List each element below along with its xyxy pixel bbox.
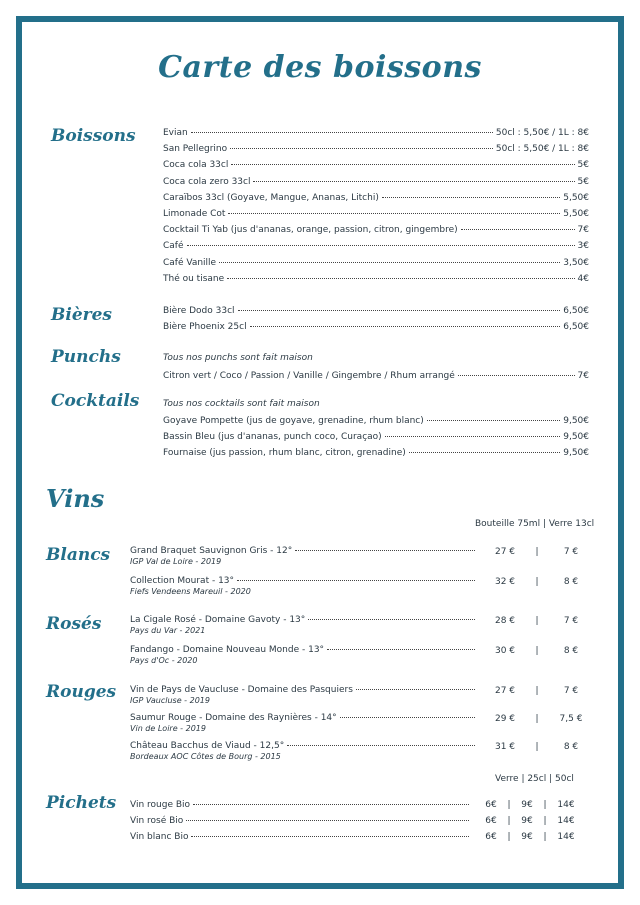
pichet-50cl: 14€ bbox=[557, 800, 575, 810]
separator: | bbox=[535, 577, 539, 587]
wine-origin: Fiefs Vendeens Mareuil - 2020 bbox=[130, 587, 251, 596]
pichet-prices bbox=[478, 816, 582, 826]
drink-price: 6,50€ bbox=[563, 306, 589, 316]
section-roses: Rosés bbox=[46, 614, 102, 634]
pichet-row bbox=[130, 832, 472, 842]
pichet-25cl: 9€ bbox=[521, 816, 533, 826]
dot-leader bbox=[427, 420, 560, 421]
section-rouges: Rouges bbox=[46, 682, 117, 702]
drink-price: 3,50€ bbox=[563, 257, 589, 268]
drink-row bbox=[163, 273, 589, 285]
dot-leader bbox=[295, 550, 475, 551]
drink-row bbox=[163, 192, 589, 204]
dot-leader bbox=[327, 649, 475, 650]
drink-row bbox=[163, 257, 589, 269]
drink-price: 5,50€ bbox=[563, 192, 589, 203]
pichet-verre: 6€ bbox=[485, 832, 497, 842]
separator: | bbox=[535, 646, 539, 656]
pichet-prices bbox=[478, 800, 582, 810]
bottle-price: 30 € bbox=[494, 646, 516, 656]
pichets-column-header: Verre | 25cl | 50cl bbox=[495, 774, 574, 784]
wine-name: Château Bacchus de Viaud - 12,5° bbox=[130, 741, 285, 751]
dot-leader bbox=[461, 229, 575, 230]
wine-origin: IGP Vaucluse - 2019 bbox=[130, 696, 210, 705]
wine-prices bbox=[485, 686, 593, 696]
drink-row bbox=[163, 240, 589, 252]
dot-leader bbox=[308, 619, 475, 620]
section-blancs: Blancs bbox=[46, 545, 111, 565]
pichet-row bbox=[130, 800, 472, 810]
drink-name: Coca cola 33cl bbox=[163, 160, 229, 171]
pichet-name: Vin rosé Bio bbox=[130, 816, 184, 826]
pichet-25cl: 9€ bbox=[521, 832, 533, 842]
wine-prices bbox=[485, 547, 593, 557]
drink-name: Bière Dodo 33cl bbox=[163, 306, 235, 316]
drink-name: San Pellegrino bbox=[163, 144, 228, 155]
dot-leader bbox=[228, 213, 560, 214]
drink-name: Café bbox=[163, 241, 184, 252]
separator: | bbox=[543, 816, 547, 826]
dot-leader bbox=[230, 148, 493, 149]
menu-title: Carte des boissons bbox=[158, 50, 482, 85]
drink-price: 5€ bbox=[577, 176, 589, 187]
drink-row bbox=[163, 370, 589, 382]
glass-price: 7 € bbox=[563, 547, 579, 557]
wine-row bbox=[130, 615, 478, 625]
drink-row bbox=[163, 159, 589, 171]
wine-name: Vin de Pays de Vaucluse - Domaine des Pasquiers bbox=[130, 685, 353, 695]
pichet-name: Vin blanc Bio bbox=[130, 832, 189, 842]
separator: | bbox=[535, 686, 539, 696]
glass-price: 8 € bbox=[563, 577, 579, 587]
section-punchs: Punchs bbox=[51, 347, 121, 367]
section-cocktails: Cocktails bbox=[51, 391, 140, 411]
drink-name: Caraïbos 33cl (Goyave, Mangue, Ananas, Litchi) bbox=[163, 192, 379, 203]
dot-leader bbox=[193, 804, 469, 805]
glass-price: 8 € bbox=[563, 742, 579, 752]
separator: | bbox=[543, 832, 547, 842]
drink-name: Fournaise (jus passion, rhum blanc, citron, grenadine) bbox=[163, 448, 406, 458]
wine-prices bbox=[485, 577, 593, 587]
wine-prices bbox=[485, 742, 593, 752]
dot-leader bbox=[191, 132, 493, 133]
bottle-price: 31 € bbox=[494, 742, 516, 752]
drink-price: 5,50€ bbox=[563, 209, 589, 219]
separator: | bbox=[535, 742, 539, 752]
drink-row bbox=[163, 224, 589, 236]
pichet-50cl: 14€ bbox=[557, 832, 575, 842]
wine-origin: IGP Val de Loire - 2019 bbox=[130, 557, 222, 566]
separator: | bbox=[507, 800, 511, 810]
wine-name: Grand Braquet Sauvignon Gris - 12° bbox=[130, 546, 293, 556]
pichet-25cl: 9€ bbox=[521, 800, 533, 810]
drink-row bbox=[163, 127, 589, 139]
separator: | bbox=[543, 800, 547, 810]
wine-origin: Vin de Loire - 2019 bbox=[130, 724, 206, 733]
drink-price: 5€ bbox=[577, 160, 589, 171]
separator: | bbox=[507, 832, 511, 842]
dot-leader bbox=[227, 278, 574, 279]
section-pichets: Pichets bbox=[46, 793, 117, 813]
wine-prices bbox=[485, 646, 593, 656]
wine-prices bbox=[485, 714, 593, 724]
pichet-verre: 6€ bbox=[485, 816, 497, 826]
dot-leader bbox=[231, 164, 574, 165]
drink-price: 3€ bbox=[577, 241, 589, 252]
drink-price: 50cl : 5,50€ / 1L : 8€ bbox=[495, 144, 589, 155]
dot-leader bbox=[191, 836, 469, 837]
bottle-price: 28 € bbox=[494, 616, 516, 626]
drink-row bbox=[163, 143, 589, 155]
section-vins: Vins bbox=[46, 484, 105, 513]
dot-leader bbox=[287, 745, 475, 746]
drink-name: Goyave Pompette (jus de goyave, grenadine, rhum blanc) bbox=[163, 416, 424, 426]
drink-name: Bière Phoenix 25cl bbox=[163, 322, 247, 332]
bottle-price: 32 € bbox=[494, 577, 516, 587]
glass-price: 8 € bbox=[563, 646, 579, 656]
dot-leader bbox=[250, 326, 561, 327]
wine-name: La Cigale Rosé - Domaine Gavoty - 13° bbox=[130, 615, 306, 625]
drink-name: Café Vanille bbox=[163, 257, 217, 268]
glass-price: 7 € bbox=[563, 616, 579, 626]
drink-price: 9,50€ bbox=[563, 432, 589, 442]
dot-leader bbox=[382, 197, 560, 198]
drink-row bbox=[163, 321, 589, 333]
separator: | bbox=[535, 547, 539, 557]
drink-price: 7€ bbox=[577, 371, 589, 381]
dot-leader bbox=[356, 689, 475, 690]
dot-leader bbox=[187, 245, 575, 246]
wine-row bbox=[130, 576, 478, 586]
wine-origin: Bordeaux AOC Côtes de Bourg - 2015 bbox=[130, 752, 281, 761]
drink-price: 50cl : 5,50€ / 1L : 8€ bbox=[495, 128, 589, 138]
dot-leader bbox=[385, 436, 561, 437]
drink-name: Citron vert / Coco / Passion / Vanille / Gingembre / Rhum arrangé bbox=[163, 371, 455, 381]
bottle-price: 27 € bbox=[494, 547, 516, 557]
drink-row bbox=[163, 431, 589, 443]
drink-name: Coca cola zero 33cl bbox=[163, 176, 251, 187]
drink-price: 4€ bbox=[577, 273, 589, 284]
pichet-verre: 6€ bbox=[485, 800, 497, 810]
bottle-price: 29 € bbox=[494, 714, 516, 724]
dot-leader bbox=[186, 820, 469, 821]
dot-leader bbox=[340, 717, 475, 718]
drink-price: 7€ bbox=[577, 225, 589, 236]
pichet-50cl: 14€ bbox=[557, 816, 575, 826]
pichet-prices bbox=[478, 832, 582, 842]
bottle-price: 27 € bbox=[494, 686, 516, 696]
drink-row bbox=[163, 447, 589, 459]
separator: | bbox=[535, 616, 539, 626]
drink-row bbox=[163, 208, 589, 220]
dot-leader bbox=[253, 181, 574, 182]
vins-column-header: Bouteille 75ml | Verre 13cl bbox=[475, 519, 595, 529]
dot-leader bbox=[458, 375, 575, 376]
wine-name: Collection Mourat - 13° bbox=[130, 576, 235, 586]
punchs-note: Tous nos punchs sont fait maison bbox=[163, 353, 313, 363]
separator: | bbox=[507, 816, 511, 826]
drink-price: 9,50€ bbox=[563, 448, 589, 458]
section-bieres: Bières bbox=[51, 305, 112, 325]
wine-origin: Pays du Var - 2021 bbox=[130, 626, 206, 635]
wine-row bbox=[130, 645, 478, 655]
wine-origin: Pays d'Oc - 2020 bbox=[130, 656, 198, 665]
dot-leader bbox=[237, 580, 475, 581]
drink-name: Bassin Bleu (jus d'ananas, punch coco, Curaçao) bbox=[163, 432, 382, 442]
dot-leader bbox=[409, 452, 560, 453]
section-boissons: Boissons bbox=[51, 126, 136, 146]
drink-price: 9,50€ bbox=[563, 416, 589, 426]
pichet-row bbox=[130, 816, 472, 826]
drink-row bbox=[163, 415, 589, 427]
wine-row bbox=[130, 546, 478, 556]
drink-row bbox=[163, 305, 589, 317]
separator: | bbox=[535, 714, 539, 724]
dot-leader bbox=[219, 262, 560, 263]
wine-row bbox=[130, 685, 478, 695]
pichet-name: Vin rouge Bio bbox=[130, 800, 191, 810]
drink-name: Thé ou tisane bbox=[163, 273, 225, 284]
glass-price: 7 € bbox=[563, 686, 579, 696]
cocktails-note: Tous nos cocktails sont fait maison bbox=[163, 399, 320, 409]
drink-row bbox=[163, 176, 589, 188]
wine-row bbox=[130, 741, 478, 751]
wine-name: Saumur Rouge - Domaine des Raynières - 14° bbox=[130, 713, 337, 723]
glass-price: 7,5 € bbox=[559, 714, 583, 724]
dot-leader bbox=[238, 310, 561, 311]
drink-name: Cocktail Ti Yab (jus d'ananas, orange, passion, citron, gingembre) bbox=[163, 225, 458, 236]
drink-name: Evian bbox=[163, 128, 188, 138]
wine-name: Fandango - Domaine Nouveau Monde - 13° bbox=[130, 645, 325, 655]
wine-row bbox=[130, 713, 478, 723]
drink-price: 6,50€ bbox=[563, 322, 589, 332]
wine-prices bbox=[485, 616, 593, 626]
drink-name: Limonade Cot bbox=[163, 209, 226, 219]
